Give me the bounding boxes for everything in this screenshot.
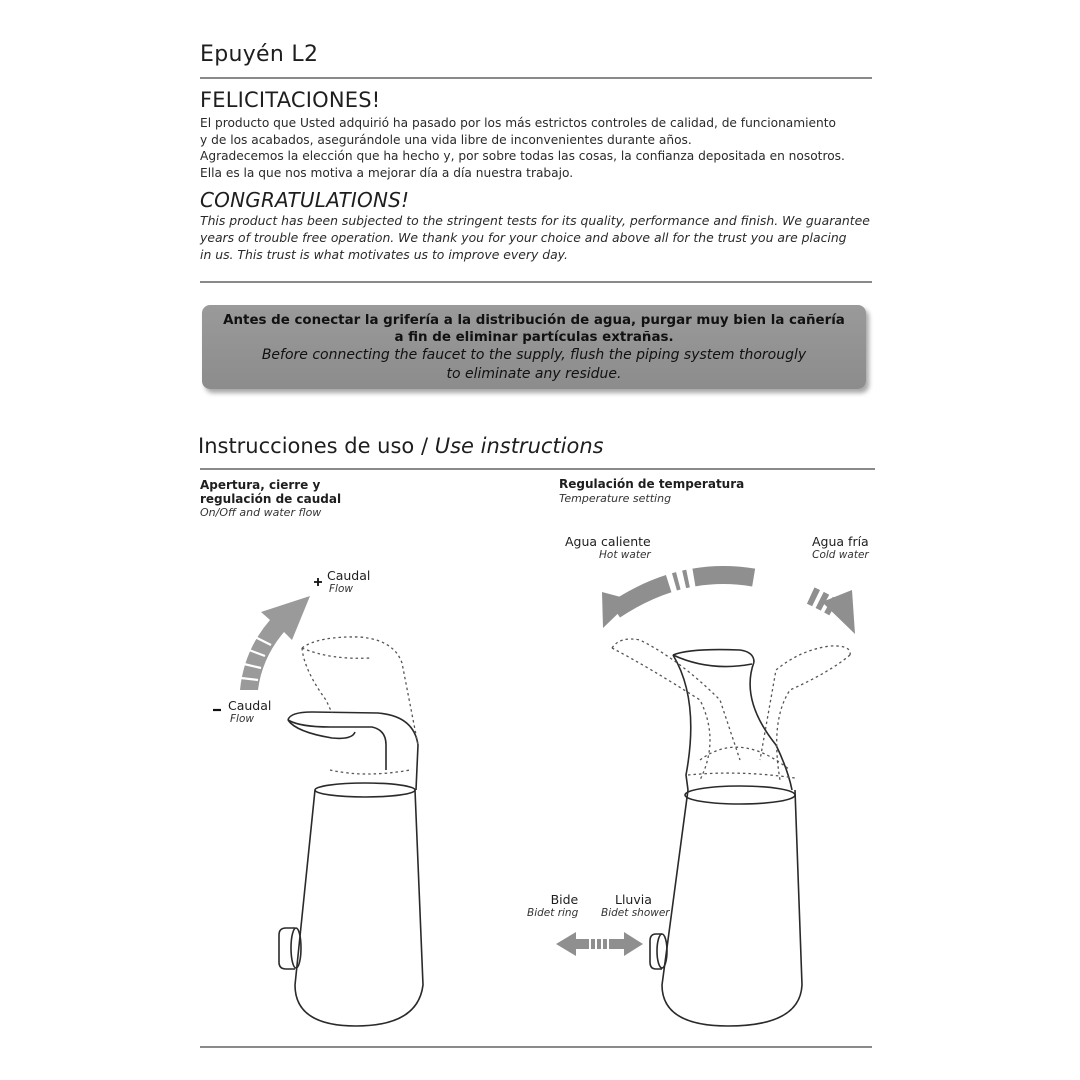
left-faucet-drawing (240, 596, 423, 1026)
flow-minus-sub: Flow (230, 713, 254, 725)
shower-sub: Bidet shower (601, 907, 670, 919)
text-line: years of trouble free operation. We thank you for your choice and above all for the trust you are placing (200, 230, 847, 245)
warning-line: to eliminate any residue. (446, 366, 622, 382)
bidet-label (527, 892, 578, 919)
hot-water-text: Agua caliente (565, 534, 651, 549)
flow-title-line: regulación de caudal (200, 491, 342, 506)
instructions-title-es: Instrucciones de uso (198, 434, 415, 458)
temperature-arrow (602, 575, 855, 634)
text-line: Agradecemos la elección que ha hecho y, por sobre todas las cosas, la confianza depositada en nosotros. (200, 149, 845, 164)
faucet-lever-raised (302, 637, 418, 774)
faucet-body (662, 790, 802, 1026)
instructions-title-en: Use instructions (434, 434, 604, 458)
text-line: y de los acabados, asegurándole una vida libre de inconvenientes durante años. (200, 132, 692, 147)
text-line: Ella es la que nos motiva a mejorar día a día nuestra trabajo. (200, 165, 574, 180)
flow-plus-text: Caudal (327, 568, 371, 583)
text-line: El producto que Usted adquirió ha pasado por los más estrictos controles de calidad, de funcionamiento (200, 116, 836, 130)
instructions-separator: / (414, 434, 435, 458)
bidet-shower-arrow (556, 932, 643, 956)
bottom-divider (200, 1046, 872, 1048)
right-faucet-drawing (556, 575, 855, 1026)
temperature-subtitle: Temperature setting (559, 491, 672, 505)
cold-water-text: Agua fría (812, 534, 869, 549)
text-line: in us. This trust is what motivates us to improve every day. (200, 247, 568, 262)
bidet-sub: Bidet ring (527, 907, 579, 919)
warning-line: Antes de conectar la grifería a la distribución de agua, purgar muy bien la cañería (223, 313, 845, 328)
congrats-heading-es: FELICITACIONES! (200, 88, 381, 112)
product-title: Epuyén L2 (200, 42, 319, 67)
faucet-lever (288, 712, 418, 790)
faucet-body (295, 790, 423, 1026)
flow-arrow (240, 596, 310, 690)
faucet-body-top (315, 783, 415, 797)
flow-minus-text: Caudal (228, 698, 272, 713)
faucet-body-top (685, 786, 795, 804)
shower-text: Lluvia (615, 892, 652, 907)
plus-icon (314, 578, 322, 586)
hot-water-sub: Hot water (599, 549, 651, 561)
warning-line: Before connecting the faucet to the supply, flush the piping system thorougly (261, 347, 807, 363)
faucet-lever-swing (612, 639, 850, 780)
shower-label (601, 892, 670, 919)
flow-minus-label (228, 698, 271, 725)
bidet-text: Bide (550, 892, 579, 907)
hot-water-label (565, 534, 651, 561)
flow-subtitle: On/Off and water flow (200, 506, 322, 519)
cold-water-sub: Cold water (812, 549, 869, 561)
faucet-knob (650, 934, 662, 969)
flow-title-line: Apertura, cierre y (200, 478, 321, 492)
flow-plus-label (327, 568, 370, 595)
cold-water-label (812, 534, 869, 561)
congrats-heading-en: CONGRATULATIONS! (200, 188, 410, 212)
temperature-title: Regulación de temperatura (559, 477, 745, 491)
warning-line: a fin de eliminar partículas extrañas. (394, 330, 674, 345)
flow-plus-sub: Flow (329, 583, 353, 595)
text-line: This product has been subjected to the stringent tests for its quality, performance and finish. We guarantee (200, 213, 870, 228)
